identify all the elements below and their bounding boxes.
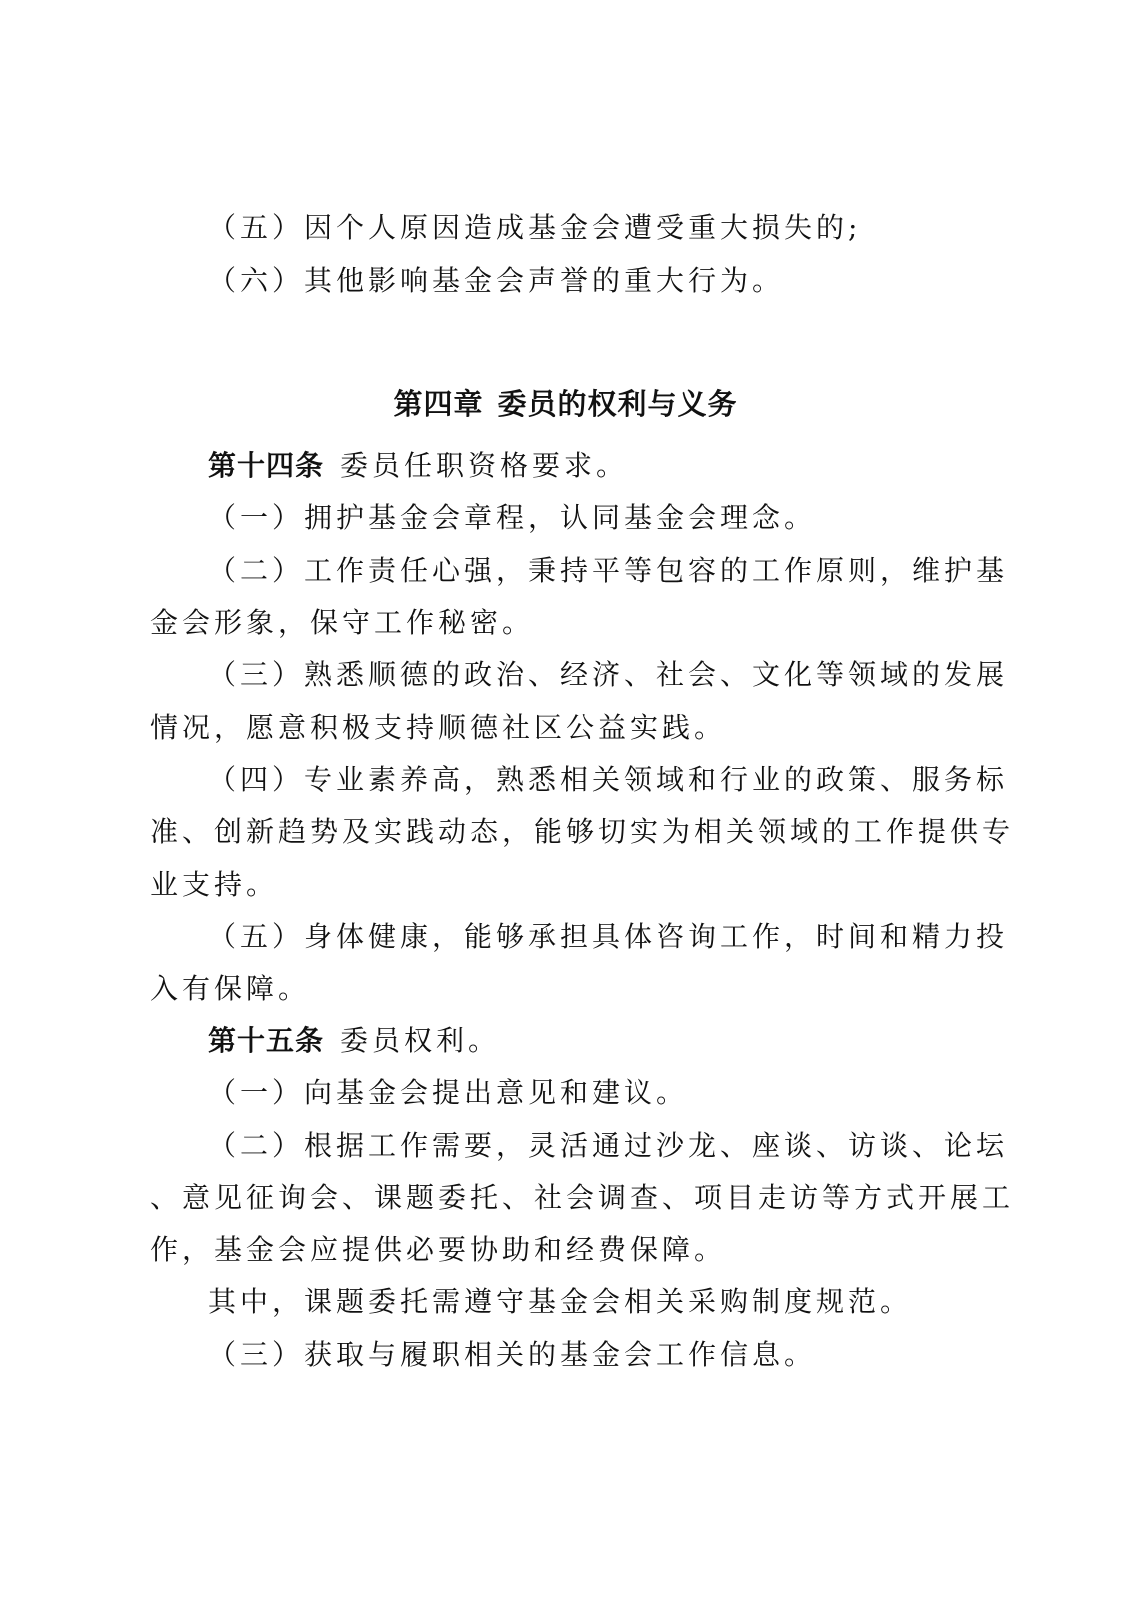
list-item-continuation: 作，基金会应提供必要协助和经费保障。 (150, 1233, 727, 1266)
list-item-continuation: 情况，愿意积极支持顺德社区公益实践。 (150, 711, 727, 744)
list-item: （五）因个人原因造成基金会遭受重大损失的; (208, 211, 862, 244)
list-item: （二）工作责任心强，秉持平等包容的工作原则，维护基 (208, 554, 1009, 587)
list-item-continuation: 入有保障。 (150, 972, 311, 1005)
list-item: （四）专业素养高，熟悉相关领域和行业的政策、服务标 (208, 763, 1009, 796)
list-item-continuation: 准、创新趋势及实践动态，能够切实为相关领域的工作提供专 (150, 815, 1015, 848)
list-item-continuation: 业支持。 (150, 868, 279, 901)
list-item: （三）获取与履职相关的基金会工作信息。 (208, 1338, 817, 1371)
article-heading (208, 1013, 985, 1069)
list-item: （一）拥护基金会章程，认同基金会理念。 (208, 501, 817, 534)
article-title: 委员任职资格要求。 (340, 449, 629, 482)
list-item: （二）根据工作需要，灵活通过沙龙、座谈、访谈、论坛 (208, 1129, 1009, 1162)
list-item-continuation: 、意见征询会、课题委托、社会调查、项目走访等方式开展工 (150, 1181, 1015, 1214)
list-item: （五）身体健康，能够承担具体咨询工作，时间和精力投 (208, 920, 1009, 953)
chapter-title: 委员的权利与义务 (497, 387, 738, 421)
article-number: 第十四条 (208, 449, 325, 482)
list-item: （六）其他影响基金会声誉的重大行为。 (208, 264, 785, 297)
list-item-continuation: 金会形象，保守工作秘密。 (150, 606, 535, 639)
paragraph: 其中，课题委托需遵守基金会相关采购制度规范。 (208, 1285, 913, 1318)
list-item: （一）向基金会提出意见和建议。 (208, 1076, 689, 1109)
article-number: 第十五条 (208, 1024, 325, 1057)
chapter-heading (0, 376, 1131, 432)
list-item: （三）熟悉顺德的政治、经济、社会、文化等领域的发展 (208, 658, 1009, 691)
article-heading (208, 438, 985, 494)
article-title: 委员权利。 (340, 1024, 501, 1057)
chapter-number: 第四章 (393, 387, 484, 421)
